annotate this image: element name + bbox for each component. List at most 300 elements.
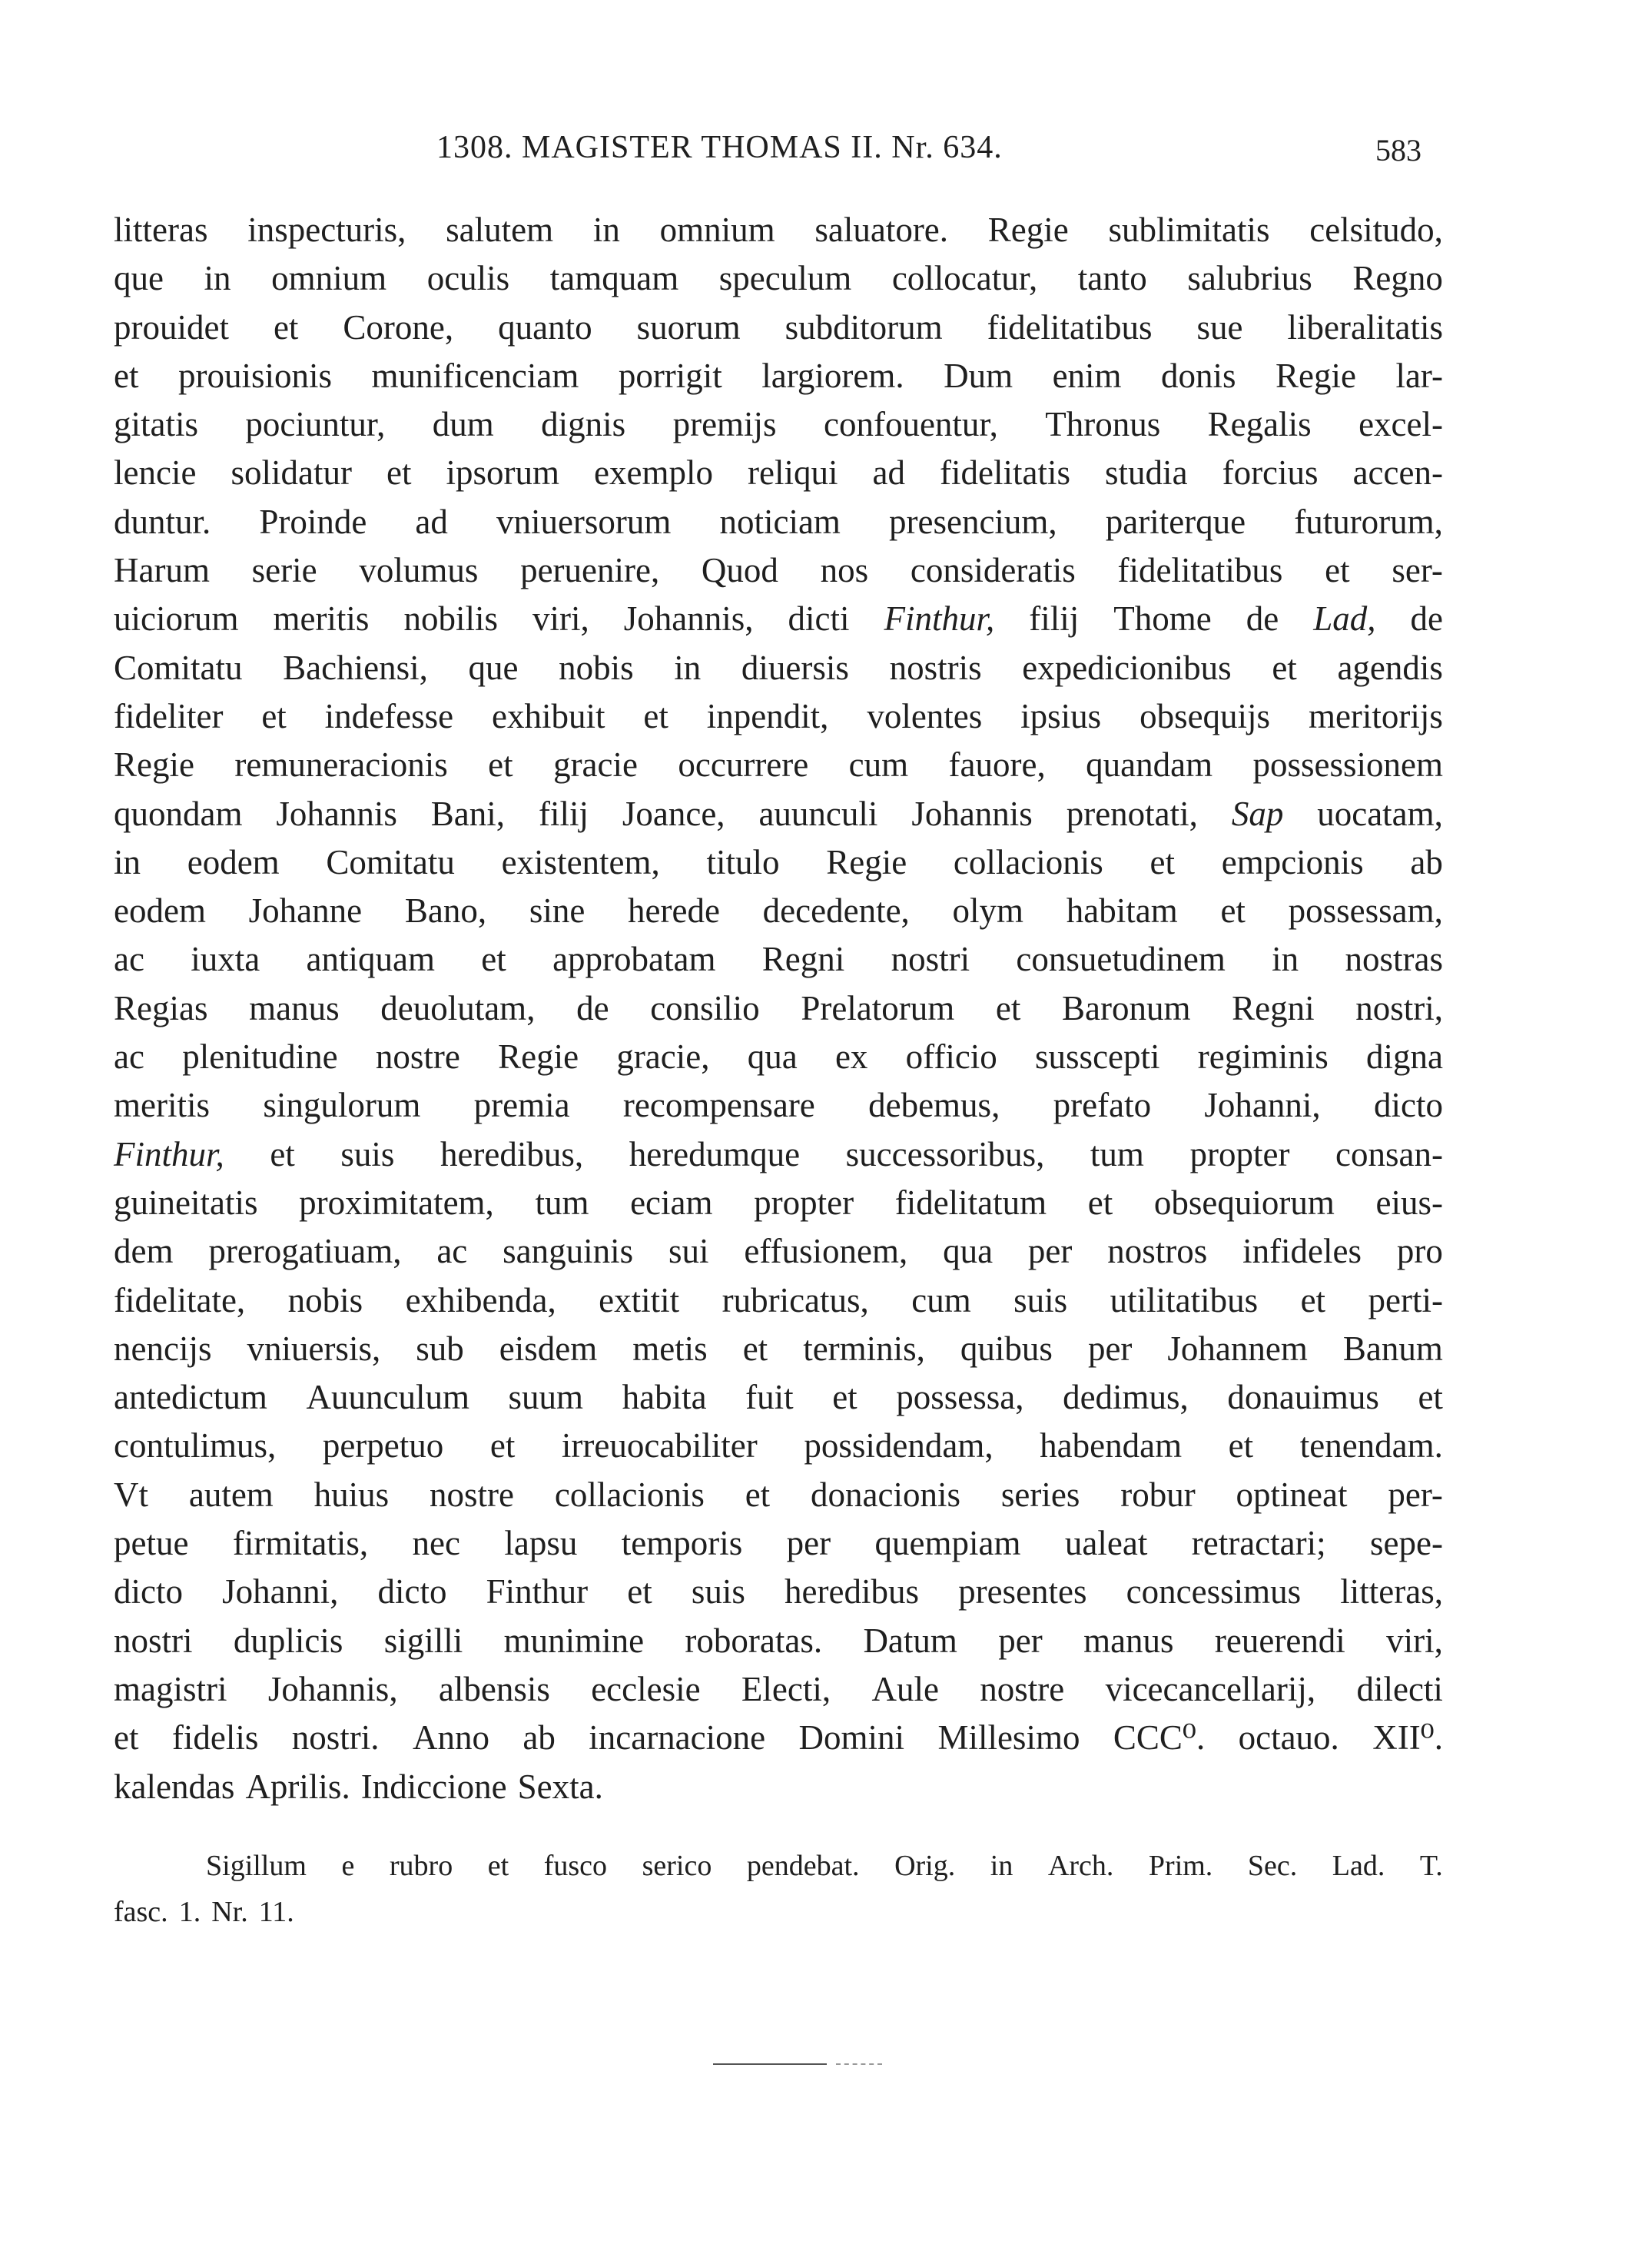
word: et xyxy=(1418,1378,1443,1417)
word: Johannis, xyxy=(623,599,754,639)
body-line xyxy=(114,935,1443,984)
word: sepe- xyxy=(1370,1524,1443,1563)
word: liberalitatis xyxy=(1287,307,1443,347)
word: tenendam. xyxy=(1299,1426,1443,1465)
word: suis xyxy=(1013,1280,1068,1319)
body-line xyxy=(114,400,1443,449)
word: Finthur, xyxy=(114,1134,224,1173)
word: agendis xyxy=(1337,648,1443,687)
word: gracie xyxy=(553,745,638,785)
word: series xyxy=(1000,1475,1080,1514)
word: tanto xyxy=(1077,259,1147,298)
word: suis xyxy=(340,1134,395,1173)
word: in xyxy=(592,211,620,249)
word: enim xyxy=(1052,356,1122,395)
word: et xyxy=(1325,551,1350,590)
word: propter xyxy=(754,1183,854,1222)
word: eisdem xyxy=(499,1329,598,1368)
word: approbatam xyxy=(552,940,716,979)
word: ab xyxy=(522,1718,556,1758)
word: Thome xyxy=(1113,599,1212,639)
body-line xyxy=(114,1179,1443,1227)
word: vniuersis, xyxy=(247,1329,381,1368)
closing-rule xyxy=(713,2063,827,2065)
word: roboratas. xyxy=(685,1621,823,1660)
word: Sexta. xyxy=(517,1767,603,1806)
word: Bani, xyxy=(430,794,506,833)
word: Regias xyxy=(114,988,208,1027)
word: lencie xyxy=(114,453,197,493)
word: nos xyxy=(820,551,869,590)
running-title: 1308. MAGISTER THOMAS II. Nr. 634. xyxy=(436,130,1003,165)
word: Corone, xyxy=(343,307,454,347)
word: sui xyxy=(668,1232,709,1271)
word: Lad, xyxy=(1313,599,1376,639)
body-line xyxy=(114,1130,1443,1179)
word: nostre xyxy=(980,1669,1065,1708)
word: volumus xyxy=(359,551,479,590)
word: volentes xyxy=(867,696,983,735)
word: Baronum xyxy=(1062,988,1191,1027)
closing-rule-tail xyxy=(836,2063,882,2065)
word: lar- xyxy=(1395,356,1443,395)
word: cum xyxy=(911,1280,971,1319)
body-line xyxy=(114,1471,1443,1519)
word: octauo. xyxy=(1238,1718,1339,1758)
word: accen- xyxy=(1352,453,1443,493)
word: et xyxy=(643,696,668,735)
word: possidendam, xyxy=(804,1426,994,1465)
word: Anno xyxy=(412,1718,489,1758)
word: remuneracionis xyxy=(234,745,448,785)
word: nostras xyxy=(1345,940,1443,979)
body-line xyxy=(114,1373,1443,1422)
body-line xyxy=(114,1033,1443,1081)
word: collocatur, xyxy=(891,259,1038,298)
word: prenotati, xyxy=(1066,794,1198,833)
word: Vt xyxy=(114,1475,148,1514)
word: vicecancellarij, xyxy=(1105,1669,1316,1708)
word: per- xyxy=(1388,1475,1443,1514)
word: proximitatem, xyxy=(299,1183,494,1222)
word: donauimus xyxy=(1227,1378,1379,1417)
word: pociuntur, xyxy=(245,405,386,444)
word: Regie xyxy=(987,211,1069,249)
word: et xyxy=(745,1475,771,1514)
word: filij xyxy=(1029,599,1080,639)
body-line xyxy=(114,644,1443,692)
word: manus xyxy=(1083,1621,1174,1660)
word: quondam xyxy=(114,794,243,833)
word: irreuocabiliter xyxy=(561,1426,758,1465)
word: et xyxy=(270,1134,295,1173)
body-line xyxy=(114,1568,1443,1616)
word: CCC⁰. xyxy=(1113,1718,1206,1758)
word: habitam xyxy=(1066,891,1178,931)
word: ad xyxy=(415,502,448,541)
word: sine xyxy=(529,891,585,931)
word: qua xyxy=(943,1232,994,1271)
body-line xyxy=(114,449,1443,497)
word: fidelitatis xyxy=(940,453,1071,493)
word: Finthur xyxy=(486,1572,589,1611)
body-line xyxy=(114,1665,1443,1714)
word: effusionem, xyxy=(744,1232,908,1271)
word: viri, xyxy=(532,599,589,639)
word: collacionis xyxy=(953,842,1103,881)
word: heredibus, xyxy=(440,1134,584,1173)
word: consideratis xyxy=(910,551,1076,590)
word: omnium xyxy=(271,259,387,298)
word: Regni xyxy=(1232,988,1315,1027)
word: fuit xyxy=(745,1378,794,1417)
word: eodem xyxy=(114,891,206,931)
word: Finthur, xyxy=(884,599,995,639)
word: peruenire, xyxy=(520,551,660,590)
word: pariterque xyxy=(1105,502,1246,541)
word: manus xyxy=(249,988,340,1027)
word: dicti xyxy=(788,599,850,639)
body-line xyxy=(114,498,1443,546)
word: heredumque xyxy=(629,1134,801,1173)
word: de xyxy=(576,988,609,1027)
word: pro xyxy=(1396,1232,1443,1271)
word: ipsius xyxy=(1020,696,1102,735)
word: albensis xyxy=(438,1669,550,1708)
word: exemplo xyxy=(594,453,713,493)
word: quanto xyxy=(498,307,592,347)
word: viri, xyxy=(1386,1621,1443,1660)
word: ipsorum xyxy=(446,453,560,493)
word: meritis xyxy=(114,1086,210,1125)
word: et xyxy=(1149,842,1176,881)
word: tum xyxy=(1090,1134,1144,1173)
word: fidelitatum xyxy=(894,1183,1047,1222)
body-line xyxy=(114,546,1443,595)
word: et xyxy=(742,1329,768,1368)
word: rubricatus, xyxy=(722,1280,869,1319)
word: ac xyxy=(114,940,144,979)
word: decedente, xyxy=(762,891,910,931)
word: nec xyxy=(412,1524,460,1563)
word: fidelis xyxy=(171,1718,259,1758)
word: autem xyxy=(188,1475,274,1514)
word: XII⁰. xyxy=(1372,1718,1443,1758)
body-line xyxy=(114,984,1443,1033)
word: premijs xyxy=(672,405,777,444)
word: in xyxy=(1272,940,1299,979)
word: suum xyxy=(508,1378,584,1417)
word: robur xyxy=(1120,1475,1196,1514)
word: cum xyxy=(848,745,909,785)
word: prefato xyxy=(1053,1086,1152,1125)
body-line xyxy=(114,1422,1443,1470)
word: de xyxy=(1410,599,1443,639)
word: sue xyxy=(1196,307,1243,347)
word: et xyxy=(1300,1280,1326,1319)
word: munificenciam xyxy=(371,356,579,395)
word: regiminis xyxy=(1197,1037,1329,1077)
body-line xyxy=(114,1714,1443,1762)
word: retractari; xyxy=(1191,1524,1326,1563)
word: Proinde xyxy=(259,502,367,541)
word: fidelitate, xyxy=(114,1280,246,1319)
word: confouentur, xyxy=(823,405,998,444)
word: suis xyxy=(691,1572,745,1611)
body-line xyxy=(114,352,1443,400)
word: gitatis xyxy=(114,405,198,444)
word: heredibus xyxy=(785,1572,919,1611)
word: ex xyxy=(834,1037,868,1077)
word: sublimitatis xyxy=(1108,211,1270,249)
word: Johanne xyxy=(248,891,363,931)
word: speculum xyxy=(718,259,852,298)
word: Joance, xyxy=(622,794,725,833)
body-line xyxy=(114,887,1443,935)
word: Sigillum xyxy=(206,1850,307,1882)
word: Johannis xyxy=(276,794,397,833)
word: et xyxy=(114,356,139,395)
word: Johannis, xyxy=(267,1669,398,1708)
word: prouisionis xyxy=(177,356,332,395)
charter-text xyxy=(114,206,1443,1811)
word: sanguinis xyxy=(503,1232,634,1271)
body-line xyxy=(114,790,1443,838)
word: expedicionibus xyxy=(1022,648,1232,687)
word: rubro xyxy=(389,1850,453,1882)
word: filij xyxy=(538,794,589,833)
word: incarnacione xyxy=(589,1718,766,1758)
word: salutem xyxy=(446,211,554,249)
word: duntur. xyxy=(114,502,211,541)
body-line xyxy=(114,254,1443,303)
word: ser- xyxy=(1392,551,1443,590)
word: nostri xyxy=(891,940,970,979)
body-line xyxy=(114,1519,1443,1568)
word: presentes xyxy=(958,1572,1087,1611)
word: deuolutam, xyxy=(380,988,536,1027)
word: suorum xyxy=(636,307,741,347)
word: Electi, xyxy=(741,1669,831,1708)
word: e xyxy=(341,1850,355,1882)
word: donis xyxy=(1161,356,1236,395)
word: ualeat xyxy=(1064,1524,1148,1563)
word: Comitatu xyxy=(326,842,455,881)
word: recompensare xyxy=(622,1086,815,1125)
word: Dum xyxy=(944,356,1013,395)
word: obsequijs xyxy=(1139,696,1271,735)
word: serico xyxy=(642,1850,712,1882)
body-line xyxy=(114,838,1443,887)
word: dum xyxy=(432,405,494,444)
word: largiorem. xyxy=(761,356,904,395)
word: dignis xyxy=(541,405,626,444)
word: dedimus, xyxy=(1063,1378,1189,1417)
word: utilitatibus xyxy=(1110,1280,1259,1319)
word: reliqui xyxy=(748,453,838,493)
word: eciam xyxy=(630,1183,713,1222)
word: consilio xyxy=(650,988,760,1027)
word: lapsu xyxy=(504,1524,578,1563)
word: donacionis xyxy=(811,1475,961,1514)
word: Banum xyxy=(1342,1329,1443,1368)
word: ad xyxy=(872,453,906,493)
word: salubrius xyxy=(1187,259,1312,298)
word: et xyxy=(1228,1426,1254,1465)
word: duplicis xyxy=(233,1621,343,1660)
word: nostros xyxy=(1107,1232,1208,1271)
word: uiciorum xyxy=(114,599,239,639)
word: et xyxy=(488,745,513,785)
word: serie xyxy=(251,551,317,590)
word: et xyxy=(1272,648,1297,687)
word: exhibuit xyxy=(491,696,605,735)
word: eodem xyxy=(187,842,280,881)
body-line xyxy=(114,692,1443,741)
word: oculis xyxy=(426,259,510,298)
word: ecclesie xyxy=(591,1669,701,1708)
word: tum xyxy=(535,1183,589,1222)
footnote xyxy=(114,1843,1443,1935)
word: Johanni, xyxy=(222,1572,339,1611)
word: possessam, xyxy=(1288,891,1443,931)
word: obsequiorum xyxy=(1153,1183,1335,1222)
word: Arch. xyxy=(1047,1850,1114,1882)
word: singulorum xyxy=(263,1086,421,1125)
word: celsitudo, xyxy=(1309,211,1443,249)
word: et xyxy=(487,1850,509,1882)
word: prouidet xyxy=(114,307,229,347)
word: fusco xyxy=(543,1850,608,1882)
word: Regni xyxy=(761,940,845,979)
word: prerogatiuam, xyxy=(208,1232,402,1271)
word: susscepti xyxy=(1035,1037,1160,1077)
word: Bachiensi, xyxy=(283,648,428,687)
word: sigilli xyxy=(383,1621,463,1660)
word: officio xyxy=(905,1037,997,1077)
word: Indiccione xyxy=(360,1767,507,1806)
word: gracie, xyxy=(616,1037,710,1077)
word: quibus xyxy=(960,1329,1053,1368)
word: nobis xyxy=(287,1280,363,1319)
word: consan- xyxy=(1335,1134,1443,1173)
word: magistri xyxy=(114,1669,227,1708)
word: plenitudine xyxy=(182,1037,338,1077)
word: Datum xyxy=(863,1621,957,1660)
body-line xyxy=(114,1081,1443,1130)
word: Bano, xyxy=(404,891,487,931)
word: 11. xyxy=(258,1896,294,1928)
word: Regno xyxy=(1352,259,1443,298)
body-line xyxy=(114,595,1443,643)
body-line xyxy=(114,304,1443,352)
word: munimine xyxy=(503,1621,645,1660)
word: digna xyxy=(1365,1037,1443,1077)
word: que xyxy=(468,648,519,687)
word: et xyxy=(489,1426,516,1465)
word: existentem, xyxy=(501,842,660,881)
footnote-line xyxy=(114,1843,1443,1889)
word: litteras xyxy=(114,211,208,249)
word: occurrere xyxy=(678,745,809,785)
word: Orig. xyxy=(894,1850,956,1882)
word: premia xyxy=(473,1086,570,1125)
body-line xyxy=(114,741,1443,789)
word: infideles xyxy=(1242,1232,1362,1271)
word: titulo xyxy=(706,842,780,881)
word: Johannis xyxy=(911,794,1033,833)
word: extitit xyxy=(599,1280,680,1319)
word: habendam xyxy=(1040,1426,1183,1465)
word: vniuersorum xyxy=(496,502,672,541)
word: litteras, xyxy=(1340,1572,1443,1611)
word: diuersis xyxy=(741,648,849,687)
word: Prim. xyxy=(1148,1850,1213,1882)
word: Prelatorum xyxy=(801,988,955,1027)
word: fidelitatibus xyxy=(987,307,1153,347)
word: dicto xyxy=(1373,1086,1443,1125)
word: metis xyxy=(632,1329,708,1368)
word: antedictum xyxy=(114,1378,267,1417)
word: Domini xyxy=(798,1718,905,1758)
word: eius- xyxy=(1375,1183,1443,1222)
word: fauore, xyxy=(948,745,1046,785)
word: temporis xyxy=(621,1524,743,1563)
word: empcionis xyxy=(1221,842,1364,881)
word: Harum xyxy=(114,551,210,590)
word: iuxta xyxy=(191,940,260,979)
word: sub xyxy=(416,1329,464,1368)
word: possessa, xyxy=(896,1378,1024,1417)
word: nostri. xyxy=(291,1718,380,1758)
word: Regie xyxy=(498,1037,579,1077)
footnote-line xyxy=(114,1889,1443,1935)
word: ab xyxy=(1410,842,1443,881)
word: nobis xyxy=(559,648,634,687)
word: nencijs xyxy=(114,1329,212,1368)
word: huius xyxy=(313,1475,390,1514)
body-line xyxy=(114,1325,1443,1373)
word: Sap xyxy=(1231,794,1284,833)
body-line xyxy=(114,1617,1443,1665)
word: possessionem xyxy=(1252,745,1443,785)
word: per xyxy=(786,1524,831,1563)
word: ac xyxy=(436,1232,468,1271)
word: debemus, xyxy=(868,1086,1000,1125)
word: 1. xyxy=(178,1896,201,1928)
word: omnium xyxy=(659,211,775,249)
word: quandam xyxy=(1086,745,1213,785)
word: Lad. xyxy=(1332,1850,1385,1882)
body-line xyxy=(114,1763,1443,1811)
word: ac xyxy=(114,1037,144,1077)
word: concessimus xyxy=(1126,1572,1302,1611)
word: et xyxy=(481,940,506,979)
word: quempiam xyxy=(874,1524,1021,1563)
word: et xyxy=(386,453,412,493)
word: Sec. xyxy=(1247,1850,1298,1882)
word: consuetudinem xyxy=(1016,940,1226,979)
word: olym xyxy=(952,891,1024,931)
word: Johannem xyxy=(1167,1329,1308,1368)
word: indefesse xyxy=(324,696,454,735)
word: meritorijs xyxy=(1308,696,1443,735)
word: nostri, xyxy=(1355,988,1443,1027)
word: reuerendi xyxy=(1214,1621,1345,1660)
word: contulimus, xyxy=(114,1426,277,1465)
word: porrigit xyxy=(618,356,722,395)
word: futurorum, xyxy=(1294,502,1443,541)
